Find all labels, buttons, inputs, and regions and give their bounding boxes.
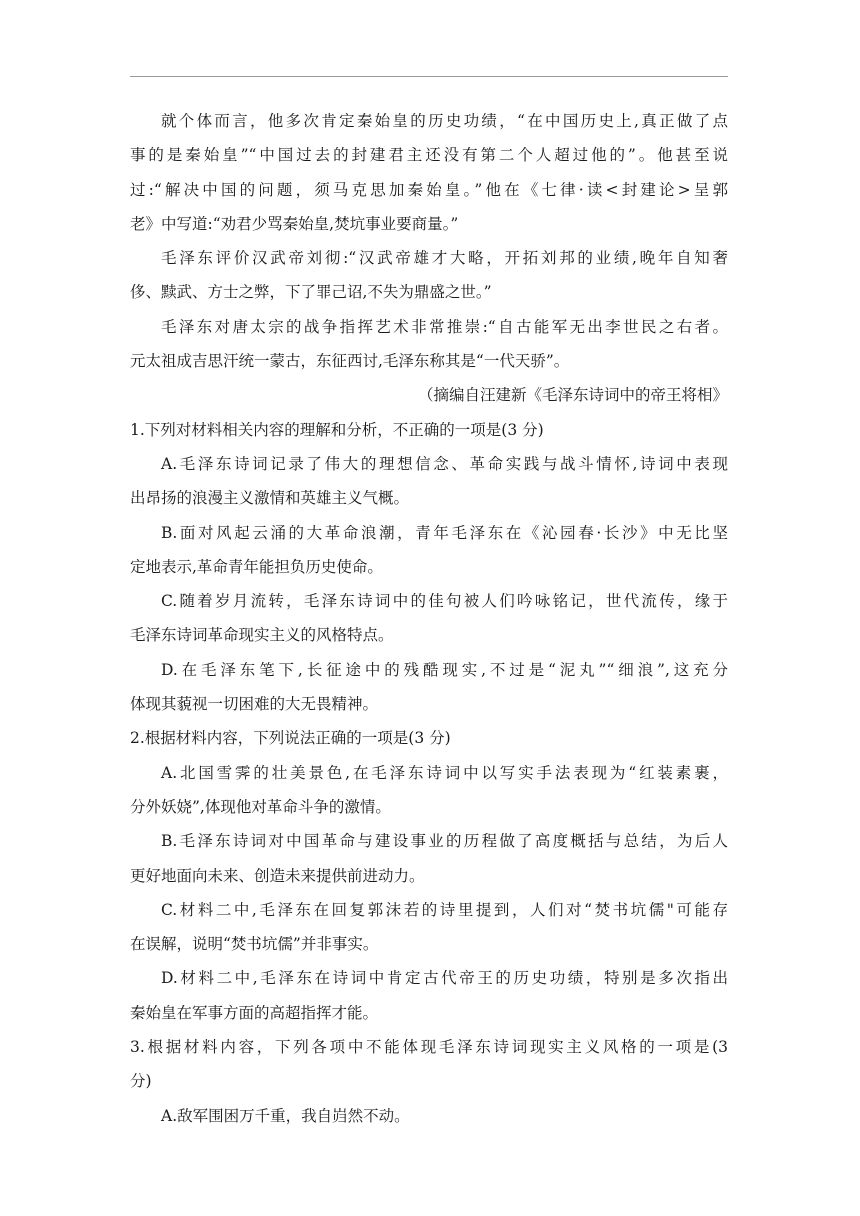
text-line: 毛泽东对唐太宗的战争指挥艺术非常推崇:“自古能军无出李世民之右者。 (161, 317, 728, 336)
option-line: 体现其藐视一切困难的大无畏精神。 (130, 695, 379, 714)
question-stem: 3.根据材料内容，下列各项中不能体现毛泽东诗词现实主义风格的一项是(3 (130, 1038, 728, 1057)
option-line: A.敌军围困万千重，我自岿然不动。 (161, 1106, 410, 1125)
option-d (130, 653, 728, 722)
document-body (130, 104, 728, 1133)
passage-paragraph-1 (130, 104, 728, 241)
passage-paragraph-3 (130, 310, 728, 379)
option-line: B.面对风起云涌的大革命浪潮，青年毛泽东在《沁园春·长沙》中无比坚 (161, 523, 728, 542)
option-d (130, 961, 728, 1030)
text-line: 毛泽东评价汉武帝刘彻:“汉武帝雄才大略，开拓刘邦的业绩,晚年自知奢 (161, 249, 728, 268)
option-a (130, 756, 728, 825)
option-line: C.随着岁月流转，毛泽东诗词中的佳句被人们吟咏铭记，世代流传，缘于 (161, 592, 728, 611)
option-line: B.毛泽东诗词对中国革命与建设事业的历程做了高度概括与总结，为后人 (161, 832, 728, 851)
question-stem: 分) (130, 1072, 152, 1091)
text-line: 元太祖成吉思汗统一蒙古，东征西讨,毛泽东称其是“一代天骄”。 (130, 352, 570, 371)
question-3 (130, 1030, 728, 1133)
option-a (130, 1099, 728, 1133)
option-a (130, 447, 728, 516)
option-line: 在误解，说明“焚书坑儒”并非事实。 (130, 935, 379, 954)
option-line: A.毛泽东诗词记录了伟大的理想信念、革命实践与战斗情怀,诗词中表现 (161, 454, 728, 473)
option-line: 更好地面向未来、创造未来提供前进动力。 (130, 866, 425, 885)
option-line: 定地表示,革命青年能担负历史使命。 (130, 557, 383, 576)
option-line: 秦始皇在军事方面的高超指挥才能。 (130, 1003, 379, 1022)
option-c (130, 893, 728, 962)
option-line: 出昂扬的浪漫主义激情和英雄主义气概。 (130, 489, 410, 508)
text-line: 侈、黩武、方士之弊，下了罪己诏,不失为鼎盛之世。” (130, 283, 492, 302)
option-line: 分外妖娆”,体现他对革命斗争的激情。 (130, 797, 391, 816)
question-stem: 2.根据材料内容，下列说法正确的一项是(3 分) (130, 729, 451, 748)
question-2 (130, 721, 728, 1030)
option-b (130, 824, 728, 893)
question-stem: 1.下列对材料相关内容的理解和分析，不正确的一项是(3 分) (130, 420, 544, 439)
text-line: 事的是秦始皇”“中国过去的封建君主还没有第二个人超过他的”。他甚至说 (130, 146, 728, 165)
option-b (130, 516, 728, 585)
source-citation: （摘编自汪建新《毛泽东诗词中的帝王将相》 (417, 386, 728, 405)
text-line: 老》中写道:“劝君少骂秦始皇,焚坑事业要商量。” (130, 214, 459, 233)
option-line: D.在毛泽东笔下,长征途中的残酷现实,不过是“泥丸”“细浪”,这充分 (161, 660, 728, 679)
option-line: C.材料二中,毛泽东在回复郭沫若的诗里提到，人们对“焚书坑儒"可能存 (161, 900, 728, 919)
question-1 (130, 413, 728, 722)
option-line: 毛泽东诗词革命现实主义的风格特点。 (130, 626, 394, 645)
option-line: A.北国雪霁的壮美景色,在毛泽东诗词中以写实手法表现为“红装素裹， (161, 763, 728, 782)
header-divider (130, 76, 728, 77)
option-c (130, 584, 728, 653)
passage-paragraph-2 (130, 241, 728, 310)
text-line: 过:“解决中国的问题，须马克思加秦始皇。”他在《七律·读<封建论>呈郭 (130, 180, 728, 199)
text-line: 就个体而言，他多次肯定秦始皇的历史功绩，“在中国历史上,真正做了点 (161, 112, 728, 130)
option-line: D.材料二中,毛泽东在诗词中肯定古代帝王的历史功绩，特别是多次指出 (161, 969, 728, 988)
